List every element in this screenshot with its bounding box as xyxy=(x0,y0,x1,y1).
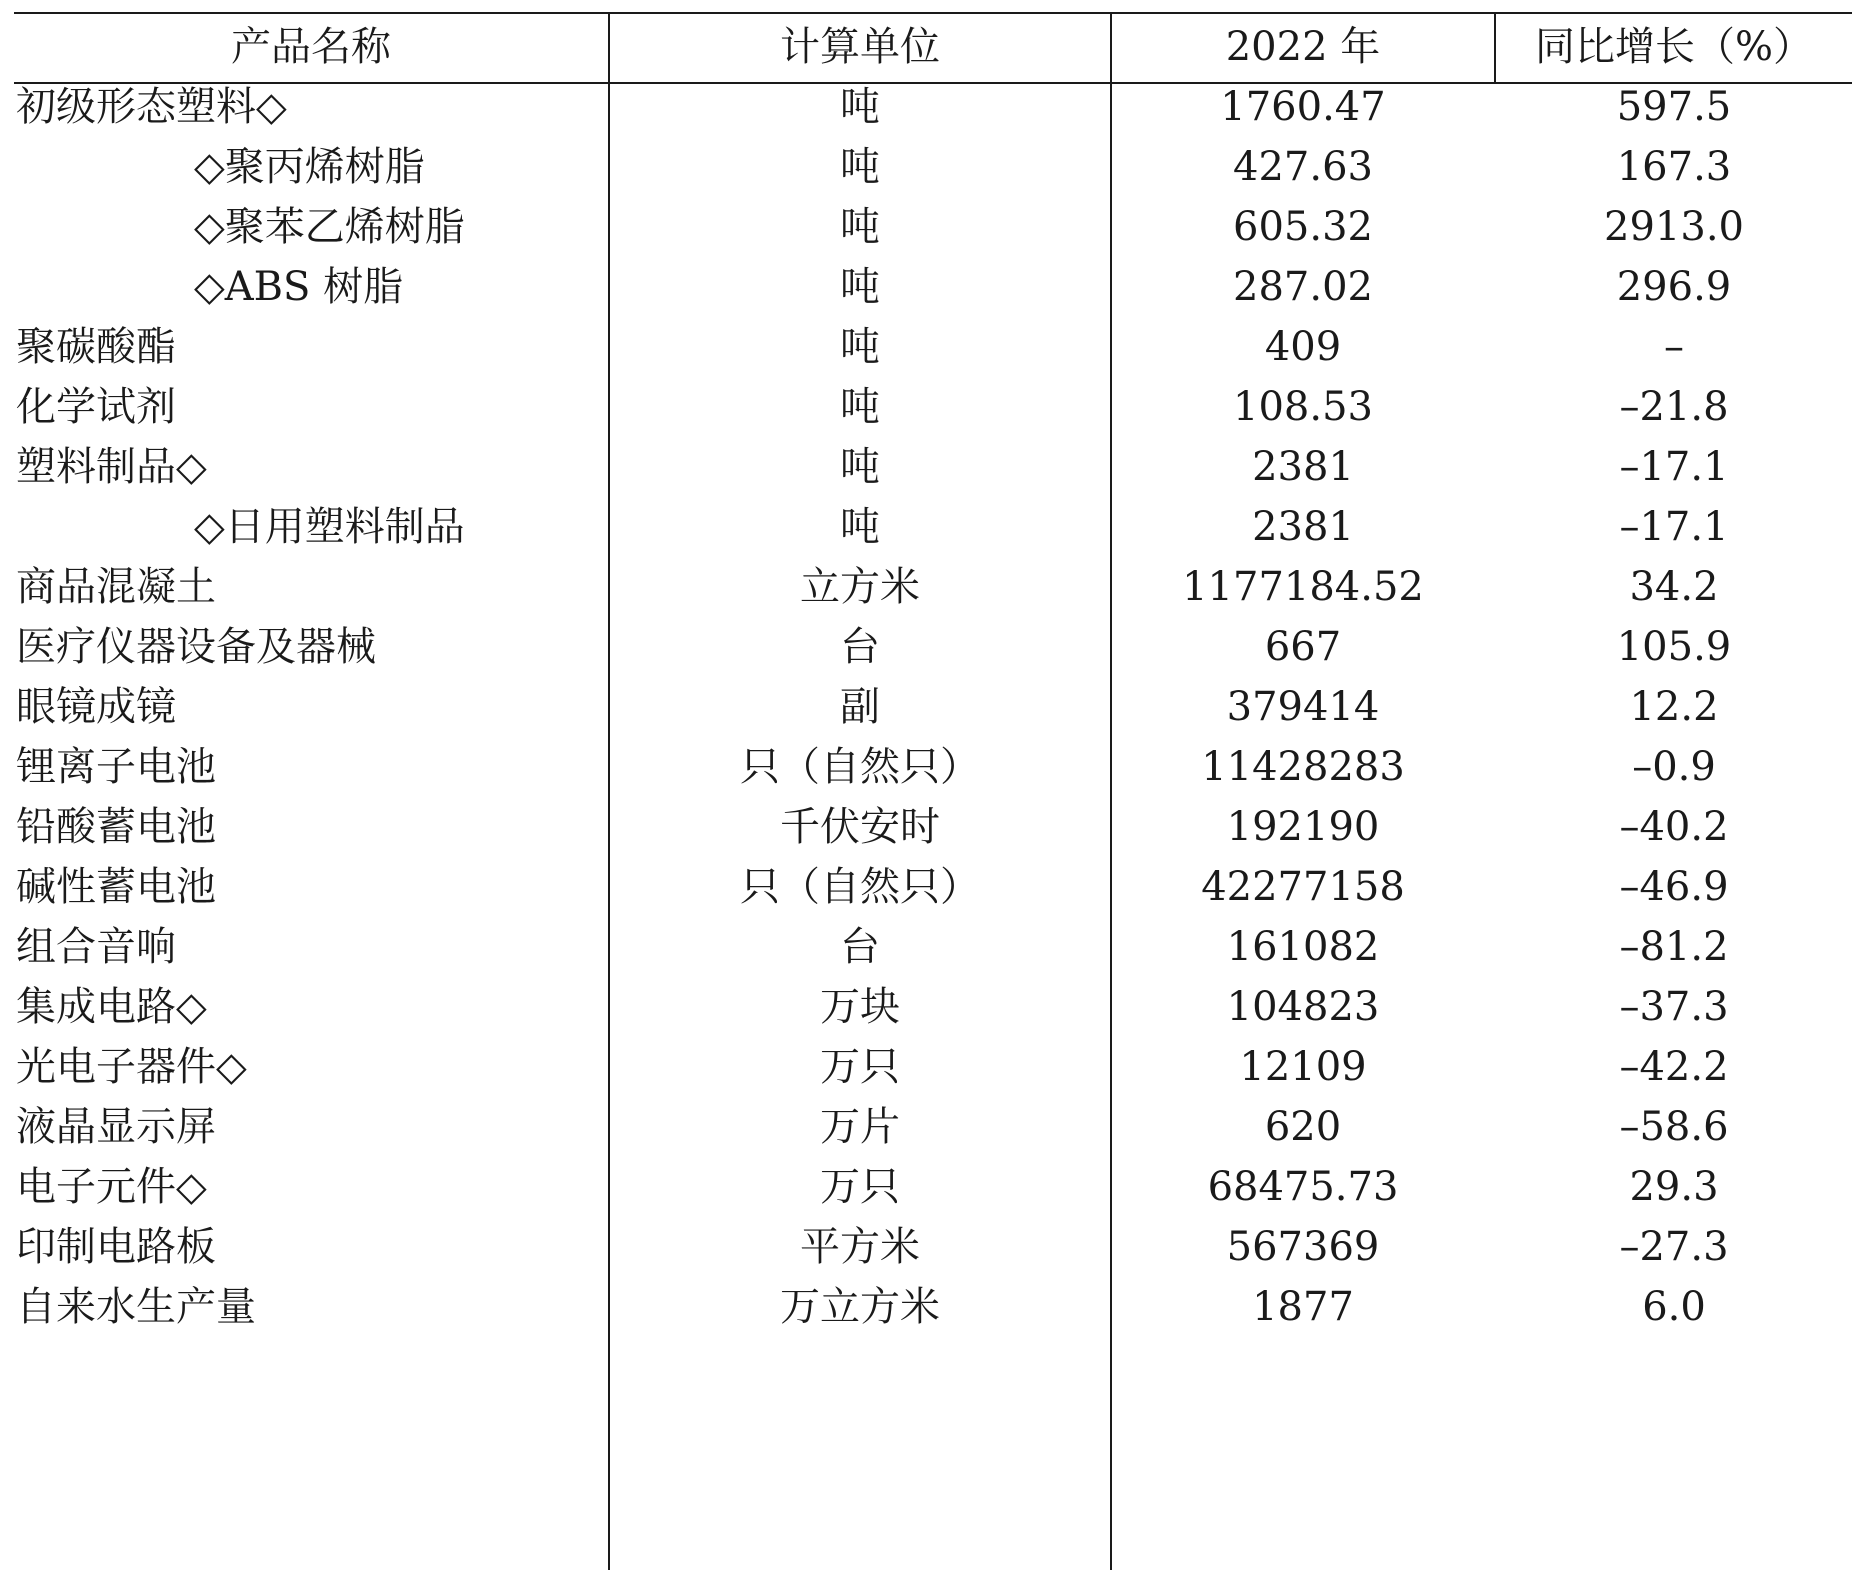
growth-cell: 6.0 xyxy=(1642,1284,1706,1330)
growth-cell: –58.6 xyxy=(1619,1104,1729,1150)
unit-cell: 只（自然只） xyxy=(740,864,980,910)
growth-cell: –0.9 xyxy=(1632,744,1716,790)
growth-cell: – xyxy=(1664,324,1684,370)
unit-cell: 万片 xyxy=(820,1104,900,1150)
product-name-cell: ◇ABS 树脂 xyxy=(194,264,404,310)
unit-cell: 万立方米 xyxy=(780,1284,940,1330)
product-name-cell: 液晶显示屏 xyxy=(16,1104,216,1150)
unit-cell: 吨 xyxy=(840,504,880,550)
growth-cell: 34.2 xyxy=(1629,564,1719,610)
growth-cell: 2913.0 xyxy=(1604,204,1744,250)
product-name-cell: ◇聚丙烯树脂 xyxy=(194,144,425,190)
product-name-cell: 商品混凝土 xyxy=(16,564,216,610)
header-growth: 同比增长（%） xyxy=(1534,24,1813,70)
unit-cell: 吨 xyxy=(840,204,880,250)
value-2022-cell: 11428283 xyxy=(1201,744,1405,790)
product-name-cell: 印制电路板 xyxy=(16,1224,216,1270)
product-name-cell: 组合音响 xyxy=(16,924,176,970)
table-row xyxy=(14,1272,1852,1343)
product-name-cell: 碱性蓄电池 xyxy=(16,864,216,910)
product-name-cell: 聚碳酸酯 xyxy=(16,324,176,370)
header-product-name: 产品名称 xyxy=(231,24,391,70)
value-2022-cell: 2381 xyxy=(1252,504,1354,550)
product-name-cell: 光电子器件◇ xyxy=(16,1044,247,1090)
product-name-cell: 锂离子电池 xyxy=(16,744,216,790)
growth-cell: –42.2 xyxy=(1619,1044,1729,1090)
value-2022-cell: 1177184.52 xyxy=(1182,564,1424,610)
product-name-cell: ◇聚苯乙烯树脂 xyxy=(194,204,465,250)
growth-cell: 12.2 xyxy=(1629,684,1719,730)
unit-cell: 吨 xyxy=(840,264,880,310)
unit-cell: 台 xyxy=(840,924,880,970)
unit-cell: 吨 xyxy=(840,324,880,370)
product-name-cell: 眼镜成镜 xyxy=(16,684,176,730)
header-unit: 计算单位 xyxy=(780,24,940,70)
value-2022-cell: 12109 xyxy=(1239,1044,1367,1090)
growth-cell: –17.1 xyxy=(1619,504,1729,550)
growth-cell: –46.9 xyxy=(1619,864,1729,910)
growth-cell: –37.3 xyxy=(1619,984,1729,1030)
product-name-cell: 自来水生产量 xyxy=(16,1284,256,1330)
product-name-cell: 医疗仪器设备及器械 xyxy=(16,624,376,670)
growth-cell: 296.9 xyxy=(1616,264,1732,310)
value-2022-cell: 42277158 xyxy=(1201,864,1405,910)
product-output-table xyxy=(14,12,1852,1570)
growth-cell: 597.5 xyxy=(1616,84,1732,130)
unit-cell: 吨 xyxy=(840,144,880,190)
value-2022-cell: 2381 xyxy=(1252,444,1354,490)
unit-cell: 吨 xyxy=(840,384,880,430)
value-2022-cell: 409 xyxy=(1264,324,1342,370)
product-name-cell: 塑料制品◇ xyxy=(16,444,207,490)
value-2022-cell: 104823 xyxy=(1226,984,1380,1030)
value-2022-cell: 620 xyxy=(1264,1104,1342,1150)
growth-cell: –21.8 xyxy=(1619,384,1729,430)
value-2022-cell: 192190 xyxy=(1226,804,1380,850)
unit-cell: 平方米 xyxy=(800,1224,920,1270)
unit-cell: 吨 xyxy=(840,84,880,130)
growth-cell: 29.3 xyxy=(1629,1164,1719,1210)
value-2022-cell: 68475.73 xyxy=(1207,1164,1399,1210)
value-2022-cell: 1877 xyxy=(1252,1284,1354,1330)
value-2022-cell: 161082 xyxy=(1226,924,1380,970)
product-name-cell: 铅酸蓄电池 xyxy=(16,804,216,850)
value-2022-cell: 108.53 xyxy=(1233,384,1373,430)
product-name-cell: ◇日用塑料制品 xyxy=(194,504,465,550)
growth-cell: –81.2 xyxy=(1619,924,1729,970)
product-name-cell: 集成电路◇ xyxy=(16,984,207,1030)
product-name-cell: 化学试剂 xyxy=(16,384,176,430)
unit-cell: 万只 xyxy=(820,1164,900,1210)
growth-cell: 105.9 xyxy=(1616,624,1732,670)
value-2022-cell: 427.63 xyxy=(1233,144,1373,190)
growth-cell: 167.3 xyxy=(1616,144,1732,190)
value-2022-cell: 1760.47 xyxy=(1220,84,1386,130)
header-year: 2022 年 xyxy=(1225,24,1381,70)
unit-cell: 吨 xyxy=(840,444,880,490)
growth-cell: –27.3 xyxy=(1619,1224,1729,1270)
growth-cell: –17.1 xyxy=(1619,444,1729,490)
unit-cell: 万块 xyxy=(820,984,900,1030)
value-2022-cell: 287.02 xyxy=(1233,264,1373,310)
unit-cell: 万只 xyxy=(820,1044,900,1090)
value-2022-cell: 567369 xyxy=(1226,1224,1380,1270)
value-2022-cell: 605.32 xyxy=(1233,204,1373,250)
unit-cell: 只（自然只） xyxy=(740,744,980,790)
product-name-cell: 初级形态塑料◇ xyxy=(16,84,287,130)
value-2022-cell: 379414 xyxy=(1226,684,1380,730)
unit-cell: 立方米 xyxy=(800,564,920,610)
product-name-cell: 电子元件◇ xyxy=(16,1164,207,1210)
growth-cell: –40.2 xyxy=(1619,804,1729,850)
unit-cell: 台 xyxy=(840,624,880,670)
value-2022-cell: 667 xyxy=(1264,624,1342,670)
unit-cell: 副 xyxy=(840,684,880,730)
unit-cell: 千伏安时 xyxy=(780,804,940,850)
